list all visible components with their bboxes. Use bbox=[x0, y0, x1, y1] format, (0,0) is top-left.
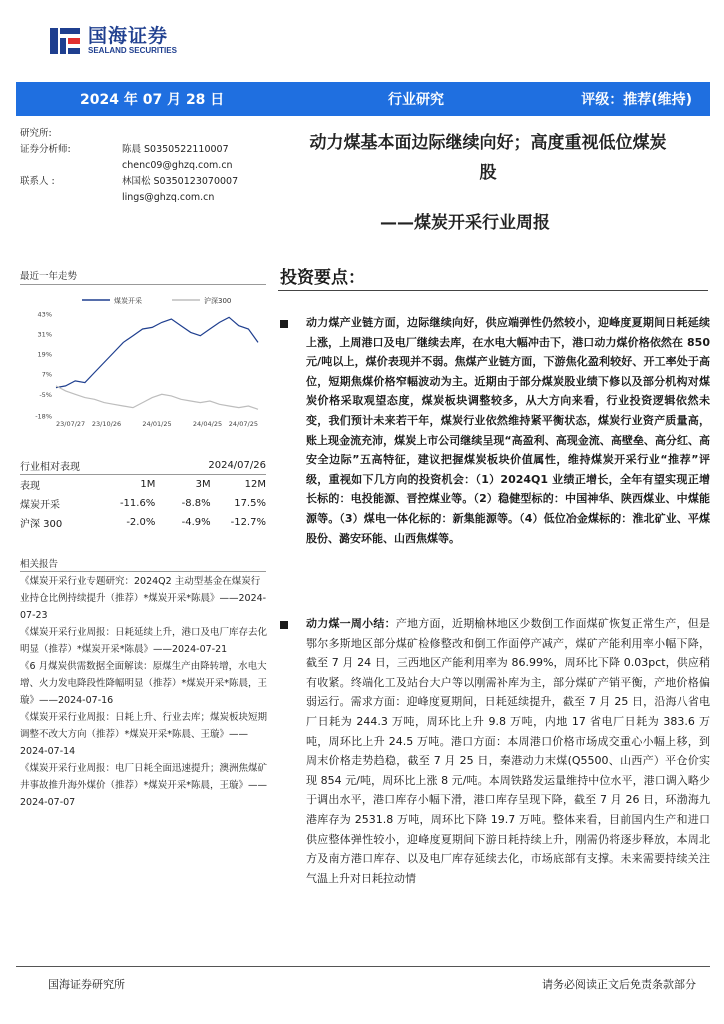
related-reports bbox=[20, 573, 268, 811]
meta-row: lings@ghzq.com.cn bbox=[122, 192, 215, 203]
y-tick-label: 19% bbox=[37, 350, 52, 359]
meta-row: 证券分析师: 陈晨 S0350522110007 bbox=[20, 144, 229, 155]
report-type: 行业研究 bbox=[388, 92, 444, 108]
sealand-logo-icon bbox=[48, 24, 82, 58]
series-line-hs300 bbox=[56, 386, 258, 409]
company-logo bbox=[48, 24, 177, 58]
legend-hs300: 沪深300 bbox=[204, 297, 232, 305]
performance-header: 行业相对表现 2024/07/26 bbox=[20, 456, 266, 475]
table-row: 沪深 300 -2.0% -4.9% -12.7% bbox=[20, 517, 266, 530]
footer-divider bbox=[16, 966, 710, 967]
trend-chart bbox=[20, 288, 266, 438]
performance-table bbox=[20, 456, 266, 532]
y-tick-label: -18% bbox=[35, 412, 52, 421]
meta-row: 研究所: bbox=[20, 128, 52, 139]
table-row: 煤炭开采 -11.6% -8.8% 17.5% bbox=[20, 498, 266, 511]
table-row: 表现 1M 3M 12M bbox=[20, 479, 266, 492]
footer-left: 国海证券研究所 bbox=[48, 978, 125, 991]
meta-row: 联系人 : 林国松 S0350123070007 bbox=[20, 176, 239, 187]
y-tick-label: -5% bbox=[39, 390, 52, 399]
analyst-info bbox=[20, 126, 270, 206]
invest-paragraph-2: 动力煤一周小结：产地方面，近期榆林地区少数倒工作面煤矿恢复正常生产，但是鄂尔多斯地区部分煤矿检修整改和倒工作面停产减产，煤矿产能利用率小幅下降，截至 7 月 24 日，三西地区产能利用率为 86.99%，周环比下降 0.03pct，供应稍有收紧。终端化工及站台大户等以刚需补库为主，部分煤矿产销平衡，产地价格偏弱运行。需求方面：迎峰度夏期间，日耗延续提升，截至 7 月 25 日，沿海八省电厂日耗为 244.3 万吨，周环比上升 9.8 万吨，内地 17 省电厂日耗为 383.6 万吨，周环比上升 24.5 万吨。港口方面：本周港口价格市场成交重心小幅上移，到周末价格走势趋稳，截至 7 月 25 日，秦港动力末煤(Q5500、山西产）平仓价实现 854 元/吨，周环比上涨 8 元/吨。本周铁路发运量维持中位水平，港口调入略少于调出水平，港口库存小幅下滑，港口库存呈现下降，截至 7 月 26 日，环渤海九港库存为 2531.8 万吨，周环比下降 19.7 万吨。整体来看，目前国内生产和进口供应整体弹性较小，迎峰度夏期间下游日耗持续上升，刚需仍将逐步释放，本周北方及南方港口库存、以及电厂库存延续去化，市场底部有支撑。未来需要持续关注气温上升对日耗拉动情 bbox=[306, 617, 710, 885]
logo-chinese-name: 国海证券 bbox=[88, 25, 169, 47]
divider bbox=[278, 290, 708, 291]
meta-row: chenc09@ghzq.com.cn bbox=[122, 160, 233, 171]
invest-paragraph-1: 动力煤产业链方面，边际继续向好，供应端弹性仍然较小，迎峰度夏期间日耗延续上涨，上周港口及电厂继续去库，在水电大幅冲击下，港口动力煤价格依然在 850 元/吨以上，煤价表现并不弱。焦煤产业链方面，下游焦化盈利较好、开工率处于高位，短期焦煤价格窄幅波动为主。近期由于部分煤炭股业绩下修以及部分机构对煤炭价格采取观望态度，煤炭板块调整较多，从大方向来看，行业投资逻辑依然未变，我们预计未来若干年，煤炭行业依然维持紧平衡状态，煤炭行业资产质量高，账上现金流充沛，煤炭上市公司继续呈现“高盈利、高现金流、高壁垒、高分红、高安全边际”五高特征，建议把握煤炭板块价值属性，维持煤炭开采行业“推荐”评级，重视如下几方向的投资机会：（1）2024Q1 业绩正增长，全年有望实现正增长标的：电投能源、晋控煤业等。（2）稳健型标的：中国神华、陕西煤业、中煤能源等。（3）煤电一体化标的：新集能源等。（4）低位冶金煤标的：淮北矿业、平煤股份、潞安环能、山西焦煤等。 bbox=[306, 316, 710, 545]
trend-heading: 最近一年走势 bbox=[20, 271, 78, 282]
x-tick-label: 24/01/25 bbox=[142, 420, 172, 428]
list-item[interactable]: 《煤炭开采行业周报：电厂日耗全面迅速提升；澳洲焦煤矿井事故推升海外煤价（推荐）*煤炭开采*陈晨，王璇》——2024-07-07 bbox=[20, 763, 268, 808]
footer-disclaimer: 请务必阅读正文后免责条款部分 bbox=[542, 978, 696, 991]
invest-heading: 投资要点： bbox=[280, 268, 365, 288]
list-item[interactable]: 《煤炭开采行业专题研究：2024Q2 主动型基金在煤炭行业持仓比例持续提升（推荐）*煤炭开采*陈晨》——2024-07-23 bbox=[20, 576, 267, 621]
x-tick-label: 23/10/26 bbox=[91, 420, 122, 428]
x-tick-label: 24/07/25 bbox=[228, 420, 258, 428]
x-tick-label: 24/04/25 bbox=[192, 420, 223, 428]
logo-english-name: SEALAND SECURITIES bbox=[88, 46, 177, 55]
y-tick-label: 43% bbox=[37, 310, 52, 319]
y-tick-label: 31% bbox=[37, 330, 52, 339]
related-heading: 相关报告 bbox=[20, 559, 59, 570]
list-item[interactable]: 《6 月煤炭供需数据全面解读：原煤生产由降转增，水电大增、火力发电降段性降幅明显（推荐）*煤炭开采*陈晨，王璇》——2024-07-16 bbox=[20, 661, 268, 706]
y-tick-label: 7% bbox=[41, 370, 52, 379]
rating-label: 评级：推荐(维持) bbox=[581, 92, 692, 108]
list-item[interactable]: 《煤炭开采行业周报：日耗延续上升，港口及电厂库存去化明显（推荐）*煤炭开采*陈晨》——2024-07-21 bbox=[20, 627, 268, 655]
report-date: 2024 年 07 月 28 日 bbox=[80, 92, 225, 108]
divider bbox=[20, 284, 266, 285]
legend-coal: 煤炭开采 bbox=[114, 297, 142, 305]
report-title: 动力煤基本面边际继续向好；高度重视低位煤炭 股 bbox=[309, 133, 667, 183]
list-item[interactable]: 《煤炭开采行业周报：日耗上升、行业去库；煤炭板块短期调整不改大方向（推荐）*煤炭开采*陈晨、王璇》——2024-07-14 bbox=[20, 712, 268, 757]
series-line-coal bbox=[56, 317, 258, 387]
header-banner bbox=[16, 82, 710, 116]
divider bbox=[20, 571, 266, 572]
x-tick-label: 23/07/27 bbox=[56, 420, 86, 428]
report-subtitle: ——煤炭开采行业周报 bbox=[380, 213, 550, 233]
